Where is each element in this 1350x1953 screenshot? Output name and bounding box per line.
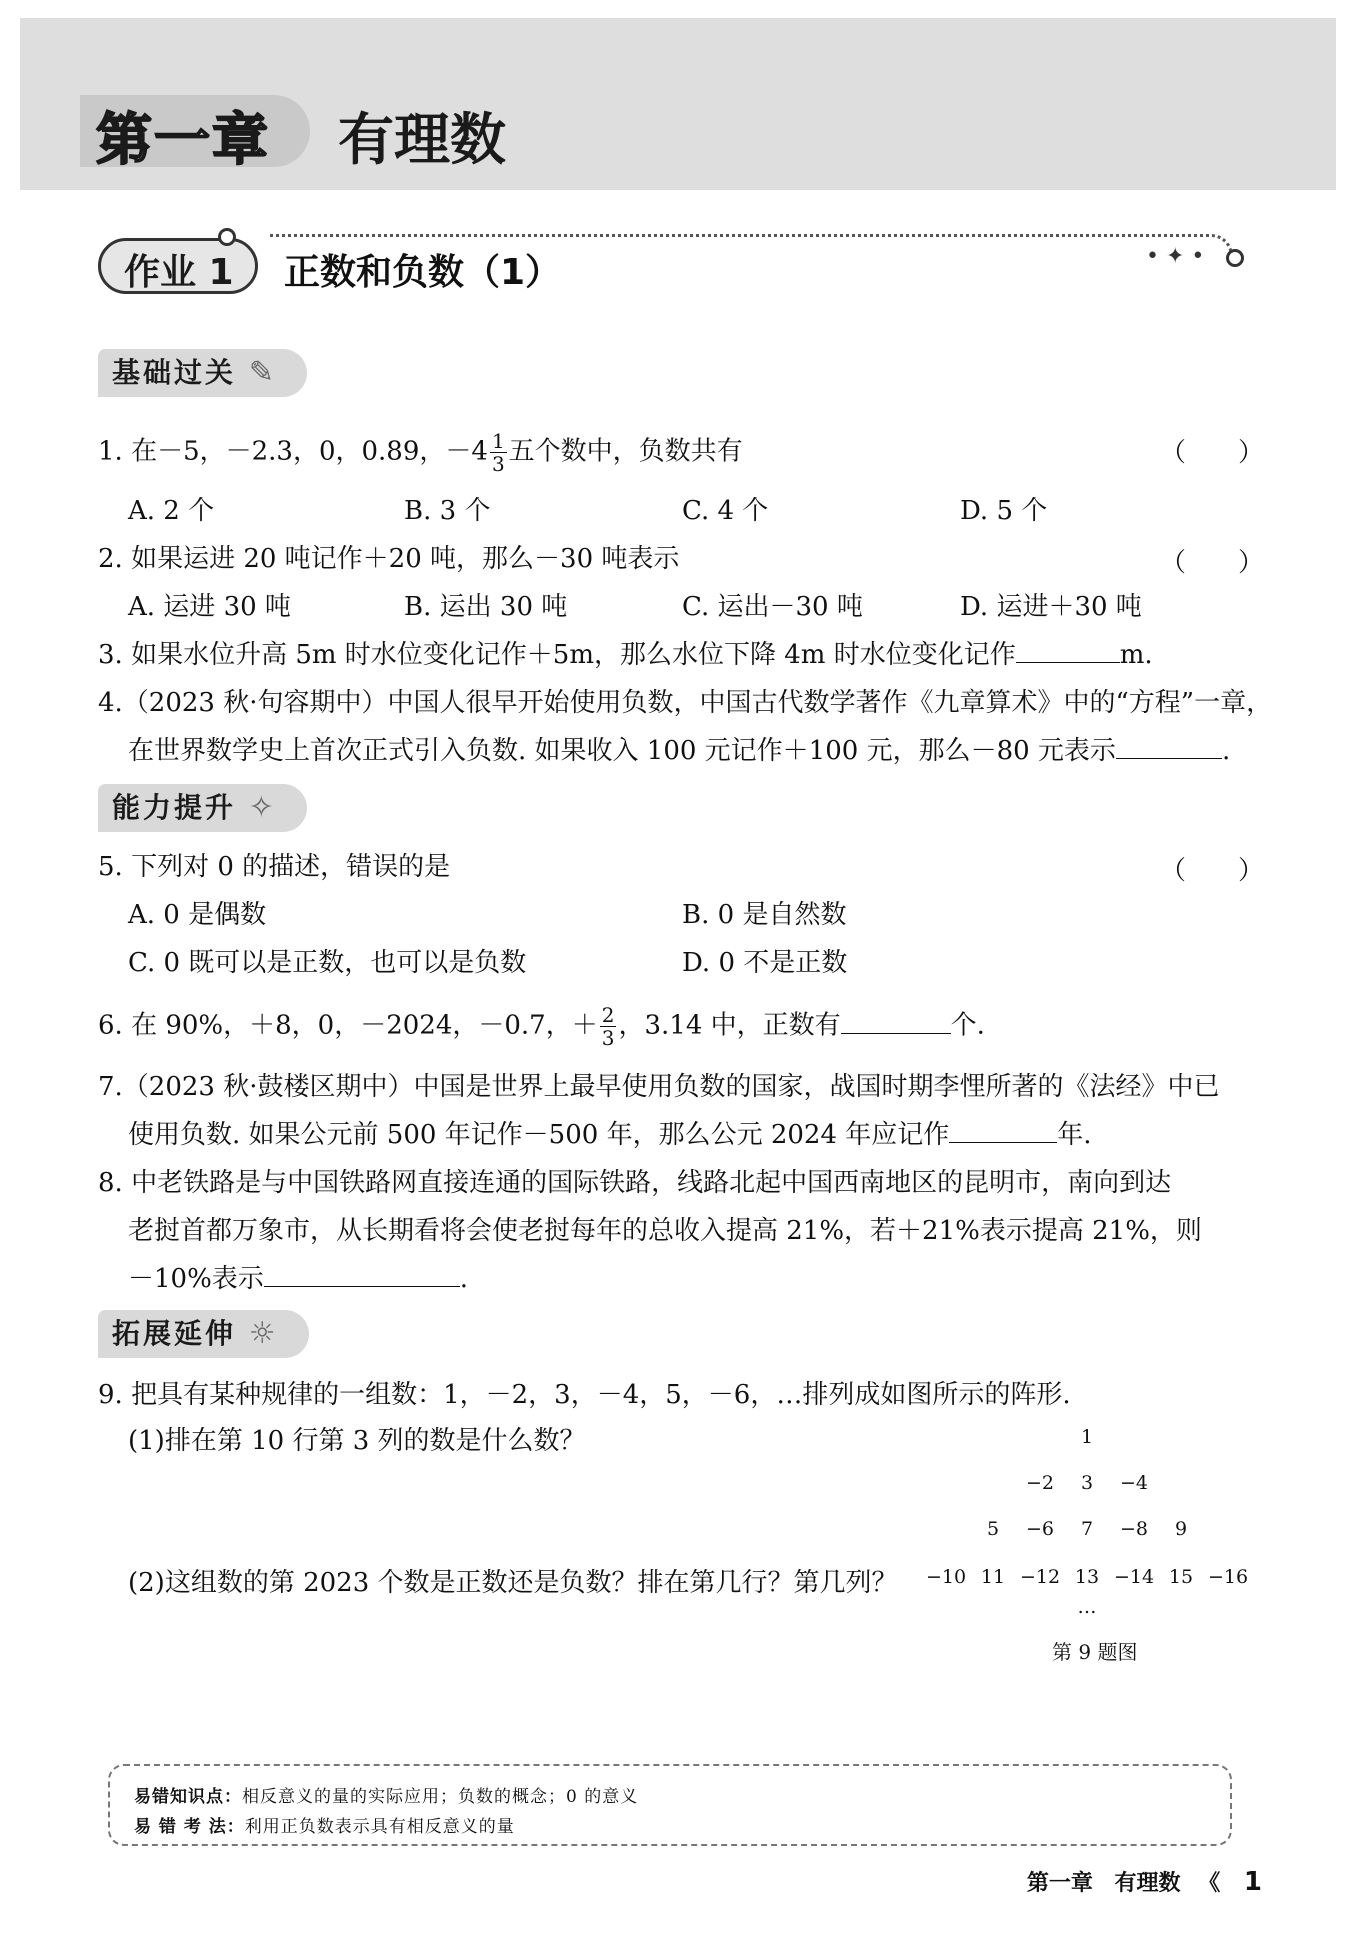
q5-option-d: D. 0 不是正数	[682, 948, 848, 978]
q6-fraction: $\frac{2}{3}$	[601, 1003, 615, 1050]
answer-paren[interactable]: （ ）	[1160, 548, 1265, 578]
tip-label-2: 易 错 考 法：	[134, 1817, 245, 1837]
footer-title: 有理数	[1114, 1871, 1181, 1896]
page-footer	[1027, 1866, 1262, 1897]
answer-paren[interactable]: （ ）	[1160, 438, 1265, 468]
sparkle-icon: • ✦ •	[1146, 244, 1205, 269]
answer-blank[interactable]	[1016, 638, 1120, 663]
q2-option-c: C. 运出－30 吨	[682, 592, 863, 622]
triangle-cell: −14	[1113, 1566, 1155, 1588]
triangle-cell: −12	[1019, 1566, 1061, 1588]
triangle-cell: −10	[925, 1566, 967, 1588]
question-9: 9. 把具有某种规律的一组数：1，－2，3，－4，5，－6，…排列成如图所示的阵形.	[98, 1380, 1071, 1410]
tip-line-1	[134, 1782, 638, 1807]
question-8-line3: －10%表示 .	[128, 1264, 469, 1294]
q5-option-c: C. 0 既可以是正数，也可以是负数	[128, 948, 527, 978]
question-9-sub2: (2)这组数的第 2023 个数是正数还是负数？排在第几行？第几列？	[128, 1568, 898, 1598]
triangle-cell: −2	[1025, 1472, 1054, 1494]
question-2: 2. 如果运进 20 吨记作＋20 吨，那么－30 吨表示	[98, 544, 680, 574]
question-1	[98, 430, 743, 475]
triangle-cell: −6	[1025, 1518, 1054, 1540]
tip-line-2	[134, 1812, 515, 1837]
figure-caption: 第 9 题图	[1052, 1640, 1138, 1664]
q5-option-a: A. 0 是偶数	[128, 900, 267, 930]
triangle-cell: 11	[980, 1566, 1006, 1588]
star-icon: ✧	[248, 790, 277, 825]
question-6: 6. 在 90%，＋8，0，－2024，－0.7，＋ $\frac{2}{3}$ ，3.14 中，正数有 个.	[98, 1003, 985, 1050]
pencil-icon: ✎	[248, 355, 277, 390]
triangle-cell: 1	[1080, 1426, 1094, 1448]
section-ability	[98, 784, 307, 832]
q1-option-d: D. 5 个	[960, 496, 1048, 526]
triangle-cell: 5	[986, 1518, 1000, 1540]
triangle-cell: 7	[1080, 1518, 1094, 1540]
chapter-title: 有理数	[338, 108, 506, 173]
question-8-line2: 老挝首都万象市，从长期看将会使老挝每年的总收入提高 21%，若＋21%表示提高 21%，则	[128, 1216, 1202, 1246]
tip-label-1: 易错知识点：	[134, 1787, 242, 1807]
triangle-cell: −4	[1119, 1472, 1148, 1494]
question-4-line2: 在世界数学史上首次正式引入负数. 如果收入 100 元记作＋100 元，那么－80 元表示 .	[128, 736, 1231, 766]
section-extension-label: 拓展延伸	[112, 1317, 237, 1350]
section-basic	[98, 349, 307, 397]
question-8-line1: 8. 中老铁路是与中国铁路网直接连通的国际铁路，线路北起中国西南地区的昆明市，南向到达	[98, 1168, 1172, 1198]
question-5: 5. 下列对 0 的描述，错误的是	[98, 852, 451, 882]
chapter-label: 第一章	[96, 108, 270, 173]
question-4-line1: 4.（2023 秋·句容期中）中国人很早开始使用负数，中国古代数学著作《九章算术》中的“方程”一章，	[98, 688, 1273, 718]
page-number: 1	[1243, 1867, 1262, 1897]
q1-option-c: C. 4 个	[682, 496, 769, 526]
question-7-line1: 7.（2023 秋·鼓楼区期中）中国是世界上最早使用负数的国家，战国时期李悝所著的《法经》中已	[98, 1072, 1220, 1102]
q2-option-d: D. 运进＋30 吨	[960, 592, 1142, 622]
question-7-line2: 使用负数. 如果公元前 500 年记作－500 年，那么公元 2024 年应记作 年.	[128, 1120, 1092, 1150]
q5-option-b: B. 0 是自然数	[682, 900, 847, 930]
q1-after: 五个数中，负数共有	[508, 436, 743, 467]
tip-text-2: 利用正负数表示具有相反意义的量	[244, 1817, 515, 1837]
q2-option-b: B. 运出 30 吨	[404, 592, 568, 622]
triangle-cell: 9	[1174, 1518, 1188, 1540]
answer-paren[interactable]: （ ）	[1160, 856, 1265, 886]
q1-before: 1. 在－5，－2.3，0，0.89，－4	[98, 436, 488, 467]
answer-blank[interactable]	[264, 1262, 460, 1287]
q1-option-b: B. 3 个	[404, 496, 491, 526]
tip-text-1: 相反意义的量的实际应用；负数的概念；0 的意义	[242, 1787, 639, 1807]
q1-option-a: A. 2 个	[128, 496, 215, 526]
section-ability-label: 能力提升	[112, 791, 237, 824]
triangle-cell: −8	[1119, 1518, 1148, 1540]
q2-option-a: A. 运进 30 吨	[128, 592, 291, 622]
triangle-cell: 13	[1074, 1566, 1100, 1588]
question-3: 3. 如果水位升高 5m 时水位变化记作＋5m，那么水位下降 4m 时水位变化记作 m.	[98, 640, 1153, 670]
chevron-left-icon: 《	[1198, 1871, 1221, 1896]
question-9-sub1: (1)排在第 10 行第 3 列的数是什么数？	[128, 1426, 586, 1456]
section-basic-label: 基础过关	[112, 356, 237, 389]
triangle-cell: 15	[1168, 1566, 1194, 1588]
footer-chapter: 第一章	[1026, 1871, 1093, 1896]
answer-blank[interactable]	[841, 1009, 951, 1034]
answer-blank[interactable]	[1116, 734, 1222, 759]
triangle-cell: −16	[1207, 1566, 1249, 1588]
homework-label: 作业 1	[124, 252, 234, 293]
triangle-cell: 3	[1080, 1472, 1094, 1494]
ring-decoration	[1226, 249, 1244, 267]
q1-fraction: $\frac{1}{3}$	[491, 429, 505, 476]
homework-title: 正数和负数（1）	[284, 252, 562, 293]
lightbulb-icon: ☼	[248, 1316, 279, 1351]
triangle-ellipsis: …	[1077, 1596, 1097, 1618]
section-extension	[98, 1310, 309, 1358]
answer-blank[interactable]	[949, 1118, 1057, 1143]
